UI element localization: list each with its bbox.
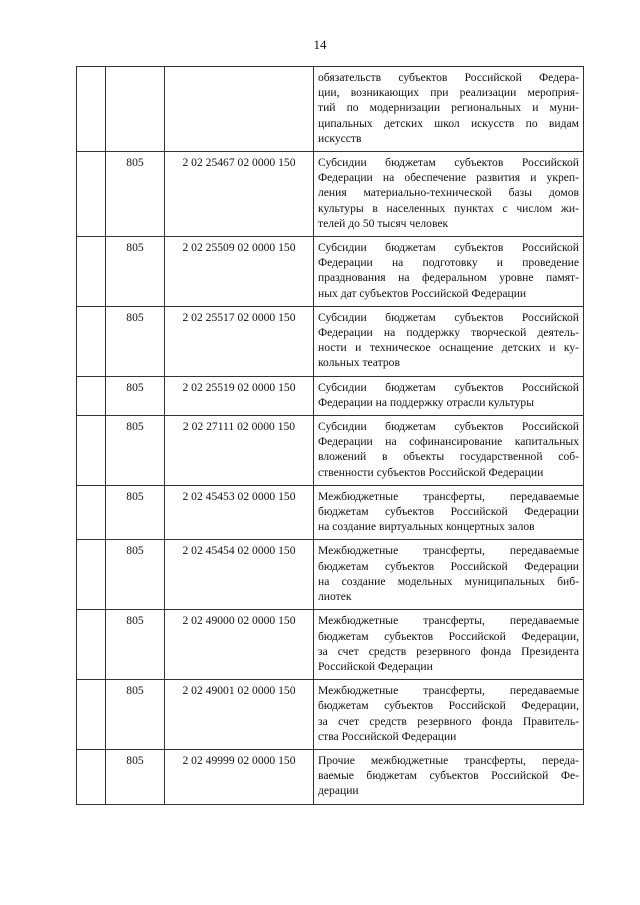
revenue-code-cell: 2 02 25519 02 0000 150 <box>165 376 314 415</box>
empty-cell <box>77 680 106 750</box>
description-line: за счет средств резервного фонда Президента <box>318 644 579 658</box>
description-line: бюджетам субъектов Российской Федерации, <box>318 629 579 643</box>
description-line: лиотек <box>318 590 352 604</box>
description-line: Федерации на софинансирование капитальных <box>318 435 579 449</box>
description-line: Субсидии бюджетам субъектов Российской <box>318 310 579 324</box>
table-row <box>77 67 584 152</box>
description-line: обязательств субъектов Российской Федера- <box>318 71 579 84</box>
empty-cell <box>77 485 106 540</box>
page-number: 14 <box>313 37 327 52</box>
description-line: бюджетам субъектов Российской Федерации <box>318 559 579 573</box>
description-line: ваемые бюджетам субъектов Российской Фе- <box>318 769 579 783</box>
revenue-code-cell: 2 02 49000 02 0000 150 <box>165 610 314 680</box>
description-cell <box>314 376 584 415</box>
empty-cell <box>77 152 106 237</box>
description-line: празднования на федеральном уровне памят- <box>318 271 579 285</box>
description-line: вложений в объекты государственной соб- <box>318 450 579 464</box>
revenue-code-cell <box>165 67 314 152</box>
description-line: Субсидии бюджетам субъектов Российской <box>318 241 579 255</box>
description-line: Межбюджетные трансферты, передаваемые <box>318 614 579 628</box>
revenue-code-cell: 2 02 49001 02 0000 150 <box>165 680 314 750</box>
description-line: культуры в населенных пунктах с числом жи- <box>318 201 579 215</box>
empty-cell <box>77 376 106 415</box>
revenue-code-cell: 2 02 25517 02 0000 150 <box>165 306 314 376</box>
admin-code-cell <box>106 67 165 152</box>
description-cell <box>314 416 584 486</box>
admin-code-cell: 805 <box>106 485 165 540</box>
admin-code-cell: 805 <box>106 376 165 415</box>
table-row <box>77 306 584 376</box>
description-line: Межбюджетные трансферты, передаваемые <box>318 489 579 503</box>
admin-code-cell: 805 <box>106 680 165 750</box>
empty-cell <box>77 237 106 307</box>
description-cell <box>314 67 584 152</box>
empty-cell <box>77 749 106 804</box>
revenue-code-cell: 2 02 45454 02 0000 150 <box>165 540 314 610</box>
description-line: Федерации на поддержку отрасли культуры <box>318 395 534 409</box>
description-line: искусств <box>318 131 362 145</box>
admin-code-cell: 805 <box>106 540 165 610</box>
table-row <box>77 610 584 680</box>
revenue-code-table <box>76 66 584 805</box>
description-line: дерации <box>318 784 359 798</box>
revenue-code-cell: 2 02 49999 02 0000 150 <box>165 749 314 804</box>
description-line: ных дат субъектов Российской Федерации <box>318 286 527 300</box>
admin-code-cell: 805 <box>106 152 165 237</box>
description-line: Прочие межбюджетные трансферты, переда- <box>318 753 579 767</box>
description-line: телей до 50 тысяч человек <box>318 216 449 230</box>
admin-code-cell: 805 <box>106 306 165 376</box>
description-line: ственности субъектов Российской Федерации <box>318 465 544 479</box>
description-cell <box>314 680 584 750</box>
table-row <box>77 485 584 540</box>
empty-cell <box>77 306 106 376</box>
description-cell <box>314 306 584 376</box>
revenue-code-cell: 2 02 27111 02 0000 150 <box>165 416 314 486</box>
description-cell <box>314 237 584 307</box>
description-cell <box>314 485 584 540</box>
table-row <box>77 376 584 415</box>
description-line: ства Российской Федерации <box>318 729 457 743</box>
empty-cell <box>77 67 106 152</box>
empty-cell <box>77 540 106 610</box>
revenue-code-cell: 2 02 45453 02 0000 150 <box>165 485 314 540</box>
admin-code-cell: 805 <box>106 749 165 804</box>
description-line: кольных театров <box>318 356 400 370</box>
admin-code-cell: 805 <box>106 237 165 307</box>
revenue-code-cell: 2 02 25467 02 0000 150 <box>165 152 314 237</box>
table-row <box>77 680 584 750</box>
description-cell <box>314 749 584 804</box>
description-line: за счет средств резервного фонда Правитель- <box>318 714 579 728</box>
table-body <box>77 67 584 805</box>
description-line: тий по модернизации региональных и муни- <box>318 101 579 115</box>
description-line: Межбюджетные трансферты, передаваемые <box>318 544 579 558</box>
description-line: на создание модельных муниципальных биб- <box>318 574 579 588</box>
description-line: на создание виртуальных концертных залов <box>318 520 535 534</box>
table-row <box>77 237 584 307</box>
revenue-code-cell: 2 02 25509 02 0000 150 <box>165 237 314 307</box>
table-row <box>77 749 584 804</box>
admin-code-cell: 805 <box>106 610 165 680</box>
empty-cell <box>77 610 106 680</box>
description-line: Субсидии бюджетам субъектов Российской <box>318 156 579 170</box>
description-line: Субсидии бюджетам субъектов Российской <box>318 380 579 394</box>
table-row <box>77 540 584 610</box>
table-row <box>77 416 584 486</box>
description-cell <box>314 152 584 237</box>
description-line: Межбюджетные трансферты, передаваемые <box>318 684 579 698</box>
description-line: бюджетам субъектов Российской Федерации, <box>318 699 579 713</box>
description-line: Федерации на обеспечение развития и укреп- <box>318 171 579 185</box>
description-cell <box>314 610 584 680</box>
table-row <box>77 152 584 237</box>
description-line: бюджетам субъектов Российской Федерации <box>318 505 579 519</box>
description-line: Федерации на поддержку творческой деятель- <box>318 326 579 340</box>
description-line: ципальных детских школ искусств по видам <box>318 116 579 130</box>
admin-code-cell: 805 <box>106 416 165 486</box>
description-line: ления материально-технической базы домов <box>318 186 579 200</box>
description-line: Федерации на подготовку и проведение <box>318 256 579 270</box>
description-line: ности и техническое оснащение детских и ку- <box>318 341 579 355</box>
description-cell <box>314 540 584 610</box>
description-line: Субсидии бюджетам субъектов Российской <box>318 420 579 434</box>
description-line: ции, возникающих при реализации мероприя- <box>318 86 579 100</box>
empty-cell <box>77 416 106 486</box>
description-line: Российской Федерации <box>318 659 433 673</box>
